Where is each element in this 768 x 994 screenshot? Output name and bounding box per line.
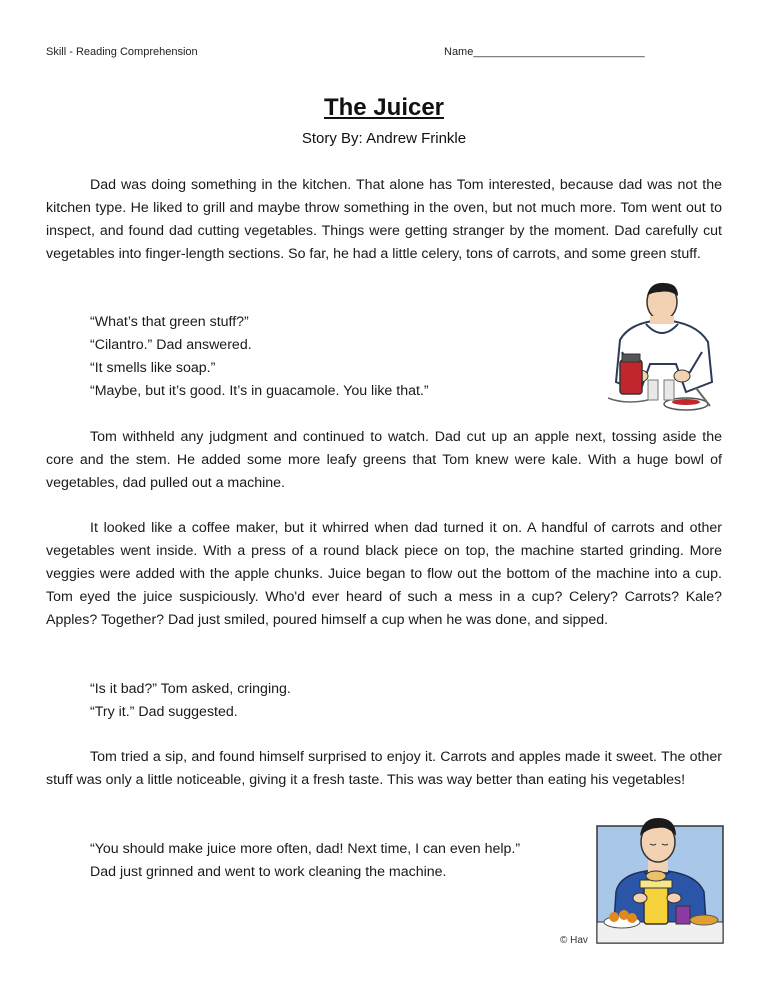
story-byline: Story By: Andrew Frinkle xyxy=(301,130,467,147)
dialogue-block-2 xyxy=(90,678,291,724)
paragraph-3: It looked like a coffee maker, but it whirred when dad turned it on. A handful of carrots and other vegetables went inside. With a press of a round black piece on top, the machine started grinding. More veggies were added with the apple chunks. Juice began to flow out the bottom of the machine into a cup. Tom eyed the juice suspiciously. Who'd ever heard of such a mess in a cup? Celery? Carrots? Kale? Apples? Together? Dad just smiled, poured himself a cup when he was done, and sipped. xyxy=(46,520,722,628)
dialogue-line: “Is it bad?” Tom asked, cringing. xyxy=(90,681,291,697)
dialogue-line: “What’s that green stuff?” xyxy=(90,314,249,330)
dialogue-line: Dad just grinned and went to work cleaning the machine. xyxy=(90,864,447,880)
dialogue-block-3 xyxy=(90,838,520,884)
dialogue-line: “You should make juice more often, dad! Next time, I can even help.” xyxy=(90,841,521,857)
skill-label: Skill - Reading Comprehension xyxy=(46,46,198,58)
boy-juicer-illustration xyxy=(596,802,724,944)
paragraph-4: Tom tried a sip, and found himself surprised to enjoy it. Carrots and apples made it sweet. The other stuff was only a little noticeable, giving it a fresh taste. This was way better than eating his vegetables! xyxy=(46,749,722,788)
dialogue-line: “Try it.” Dad suggested. xyxy=(90,704,238,720)
dialogue-line: “Cilantro.” Dad answered. xyxy=(90,337,252,353)
dialogue-block-1 xyxy=(90,311,429,403)
paragraph-2: Tom withheld any judgment and continued to watch. Dad cut up an apple next, tossing aside the core and the stem. He added some more leafy greens that Tom knew were kale. With a huge bowl of vegetables, dad pulled out a machine. xyxy=(46,429,722,491)
name-field: Name____________________________ xyxy=(444,46,645,58)
dialogue-line: “Maybe, but it’s good. It’s in guacamole. You like that.” xyxy=(90,383,429,399)
dad-juicer-illustration xyxy=(600,280,724,420)
copyright-notice: © Hav xyxy=(560,935,588,946)
dialogue-line: “It smells like soap.” xyxy=(90,360,216,376)
story-title: The Juicer xyxy=(323,94,445,121)
paragraph-1: Dad was doing something in the kitchen. That alone has Tom interested, because dad was not the kitchen type. He liked to grill and maybe throw something in the oven, but not much more. Tom went out to inspect, and found dad cutting vegetables. Things were getting stranger by the moment. Dad carefully cut vegetables into finger-length sections. So far, he had a little celery, tons of carrots, and some green stuff. xyxy=(46,177,722,262)
